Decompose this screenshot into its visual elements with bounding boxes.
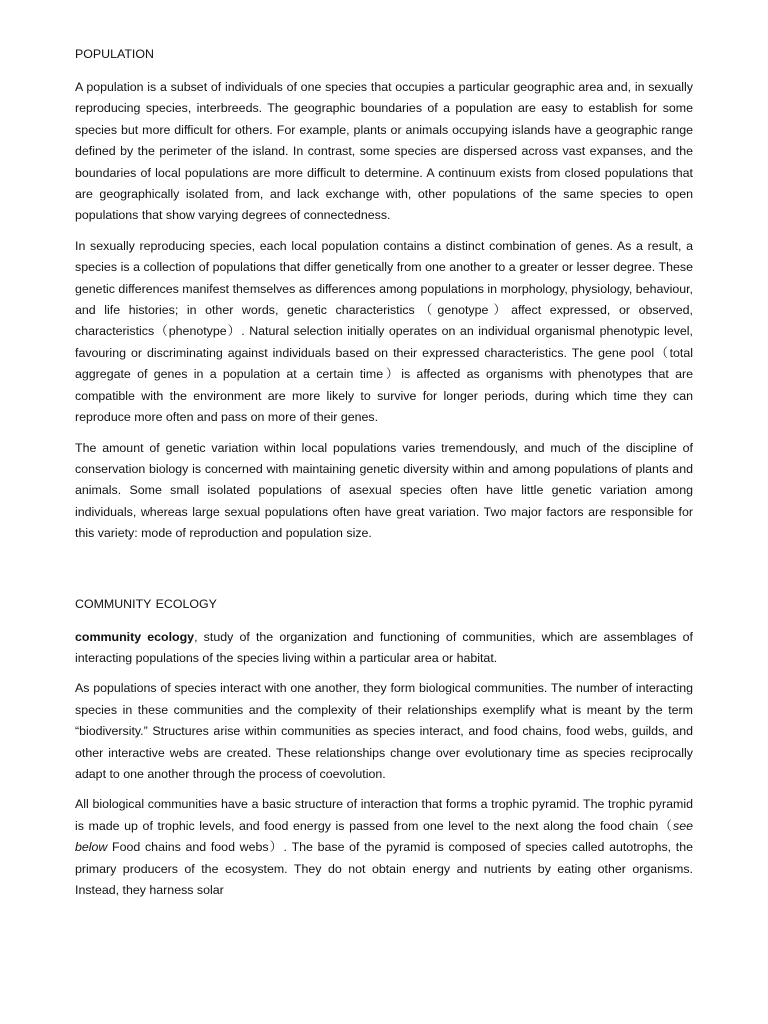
- population-section: [75, 44, 693, 545]
- population-heading: POPULATION: [75, 47, 154, 61]
- section-spacer: [75, 554, 693, 594]
- paragraph-text-start: All biological communities have a basic structure of interaction that forms a trophic pyramid. The trophic pyramid is made up of trophic levels, and food energy is passed from one level to the next along the food chain（: [75, 797, 693, 833]
- paragraph-text-end: Food chains and food webs）. The base of the pyramid is composed of species called autotrophs, the primary producers of the ecosystem. They do not obtain energy and nutrients by eating other organisms. Instead, they harness solar: [75, 840, 693, 897]
- community-paragraph-3: [75, 794, 693, 901]
- cross-reference-italic: see below: [75, 818, 693, 855]
- definition-text: , study of the organization and functioning of communities, which are assemblages of interacting populations of the species living within a particular area or habitat.: [75, 629, 693, 665]
- community-paragraph-2: As populations of species interact with one another, they form biological communities. The number of interacting species in these communities and the complexity of their relationships exemplify what is meant by the term “biodiversity.” Structures arise within communities as species interact, and food chains, food webs, guilds, and other interactive webs are created. These relationships change over evolutionary time as species reciprocally adapt to one another through the process of coevolution.: [75, 681, 693, 781]
- defined-term: community ecology: [75, 629, 195, 644]
- population-paragraph-1: A population is a subset of individuals of one species that occupies a particular geographic area and, in sexually reproducing species, interbreeds. The geographic boundaries of a population are easy to establish for some species but more difficult for others. For example, plants or animals occupying islands have a geographic range defined by the perimeter of the island. In contrast, some species are dispersed across vast expanses, and the boundaries of local populations are more difficult to determine. A continuum exists from closed populations that are geographically isolated from, and lack exchange with, other populations of the same species to open populations that show varying degrees of connectedness.: [75, 80, 693, 223]
- community-ecology-heading: COMMUNITY ECOLOGY: [75, 596, 217, 611]
- population-paragraph-3: The amount of genetic variation within local populations varies tremendously, and much of the discipline of conservation biology is concerned with maintaining genetic diversity within and among populations of plants and animals. Some small isolated populations of asexual species often have little genetic variation among individuals, whereas large sexual populations often have great variation. Two major factors are responsible for this variety: mode of reproduction and population size.: [75, 440, 693, 541]
- community-ecology-definition: [75, 627, 693, 670]
- population-paragraph-2: In sexually reproducing species, each local population contains a distinct combination of genes. As a result, a species is a collection of populations that differ genetically from one another to a greater or lesser degree. These genetic differences manifest themselves as differences among populations in morphology, physiology, behaviour, and life histories; in other words, genetic characteristics（genotype）affect expressed, or observed, characteristics（phenotype）. Natural selection initially operates on an individual organismal phenotypic level, favouring or discriminating against individuals based on their expressed characteristics. The gene pool（total aggregate of genes in a population at a certain time）is affected as organisms with phenotypes that are compatible with the environment are more likely to survive for longer periods, during which time they can reproduce more often and pass on more of their genes.: [75, 238, 693, 425]
- community-ecology-section: [75, 594, 693, 902]
